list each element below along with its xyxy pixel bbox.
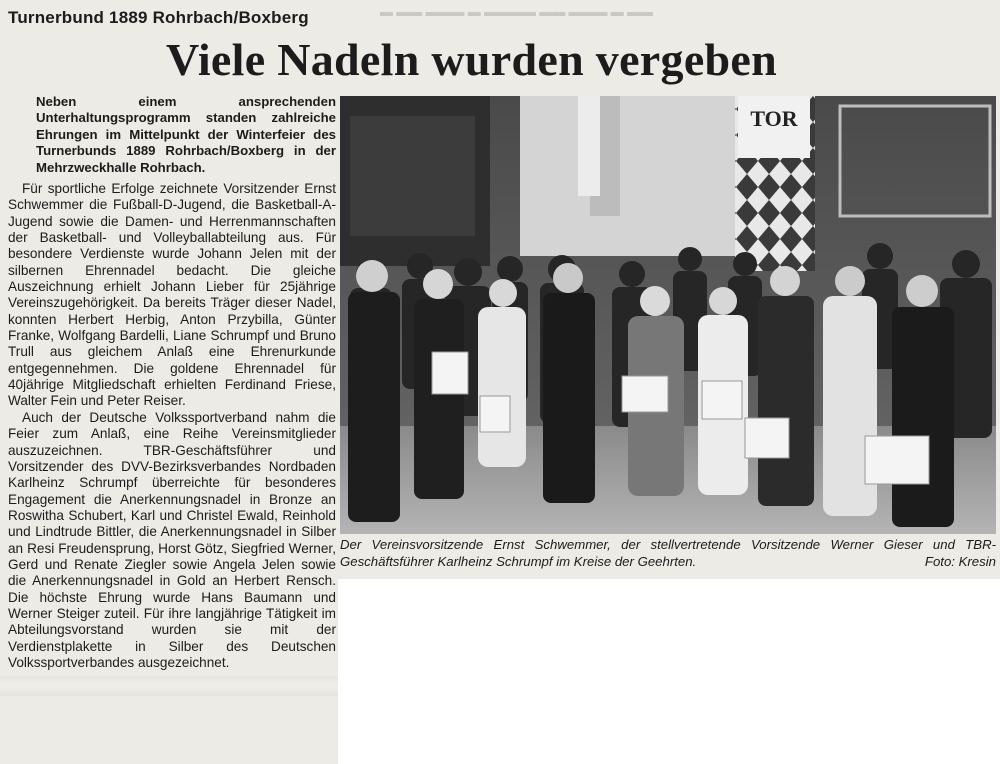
photo-caption	[340, 536, 996, 570]
group-photo	[340, 96, 996, 534]
paper-fold	[0, 676, 338, 696]
article-body	[8, 181, 336, 671]
article-lead: Neben einem ansprechenden Unterhaltungsprogramm standen zahlreiche Ehrungen im Mittelpunkt der Winterfeier des Turnerbunds 1889 Rohrbach/Boxberg in der Mehrzweckhalle Rohrbach.	[36, 94, 336, 175]
article-kicker: Turnerbund 1889 Rohrbach/Boxberg	[8, 8, 309, 27]
banner-text: TOR	[750, 106, 798, 131]
photo-credit: Foto: Kresin	[924, 554, 996, 569]
article-paragraph: Auch der Deutsche Volkssportverband nahm die Feier zum Anlaß, eine Reihe Vereinsmitglieder auszuzeichnen. TBR-Geschäftsführer und Vorsitzender des DVV-Bezirksverbandes Nordbaden Karlheinz Schrumpf überreichte für besonderes Engagement die Anerkennungsnadel in Bronze an Roswitha Schubert, Karl und Christel Ewald, Reinhold und Lindtrude Bittler, die Anerkennungsnadel in Silber an Resi Freudensprung, Horst Götz, Siegfried Werner, Gerd und Renate Ziegler sowie Angela Jelen sowie die Anerkennungsnadel in Gold an Herbert Rensch. Die höchste Ehrung wurde Hans Baumann und Werner Steiger zuteil. Für ihre langjährige Tätigkeit im Abteilungsvorstand wurden sie mit der Verdienstplakette in Silber des Deutschen Volkssportverbandes ausgezeichnet.	[8, 409, 336, 670]
article-headline: Viele Nadeln wurden vergeben	[166, 34, 778, 85]
bleed-through-text: ▬ ▬▬ ▬▬▬ ▬ ▬▬▬▬ ▬▬ ▬▬▬ ▬ ▬▬	[380, 4, 653, 19]
caption-text: Der Vereinsvorsitzende Ernst Schwemmer, der stellvertretende Vorsitzende Werner Gieser und TBR-Geschäftsführer Karlheinz Schrumpf im Kreise der Geehrten.	[340, 537, 996, 569]
article-paragraph: Für sportliche Erfolge zeichnete Vorsitzender Ernst Schwemmer die Fußball-D-Jugend, die Basketball-A-Jugend sowie die Damen- und Herrenmannschaften der Basketball- und Volleyballabteilung aus. Für besondere Verdienste wurde Johann Jelen mit der silbernen Ehrennadel bedacht. Die gleiche Auszeichnung erhielt Johann Lieber für 25jährige Vereinszugehörigkeit. Da bereits Träger dieser Nadel, konnten Herbert Herbig, Anton Przybilla, Günter Franke, Wolfgang Bardelli, Liane Schrumpf und Bruno Trull aus gleichem Anlaß eine Ehrenurkunde entgegennehmen. Die goldene Ehrennadel für 40jährige Mitgliedschaft erhielten Ferdinand Friese, Walter Fein und Peter Reiser.	[8, 181, 336, 409]
group-photo-graphic	[340, 96, 996, 534]
